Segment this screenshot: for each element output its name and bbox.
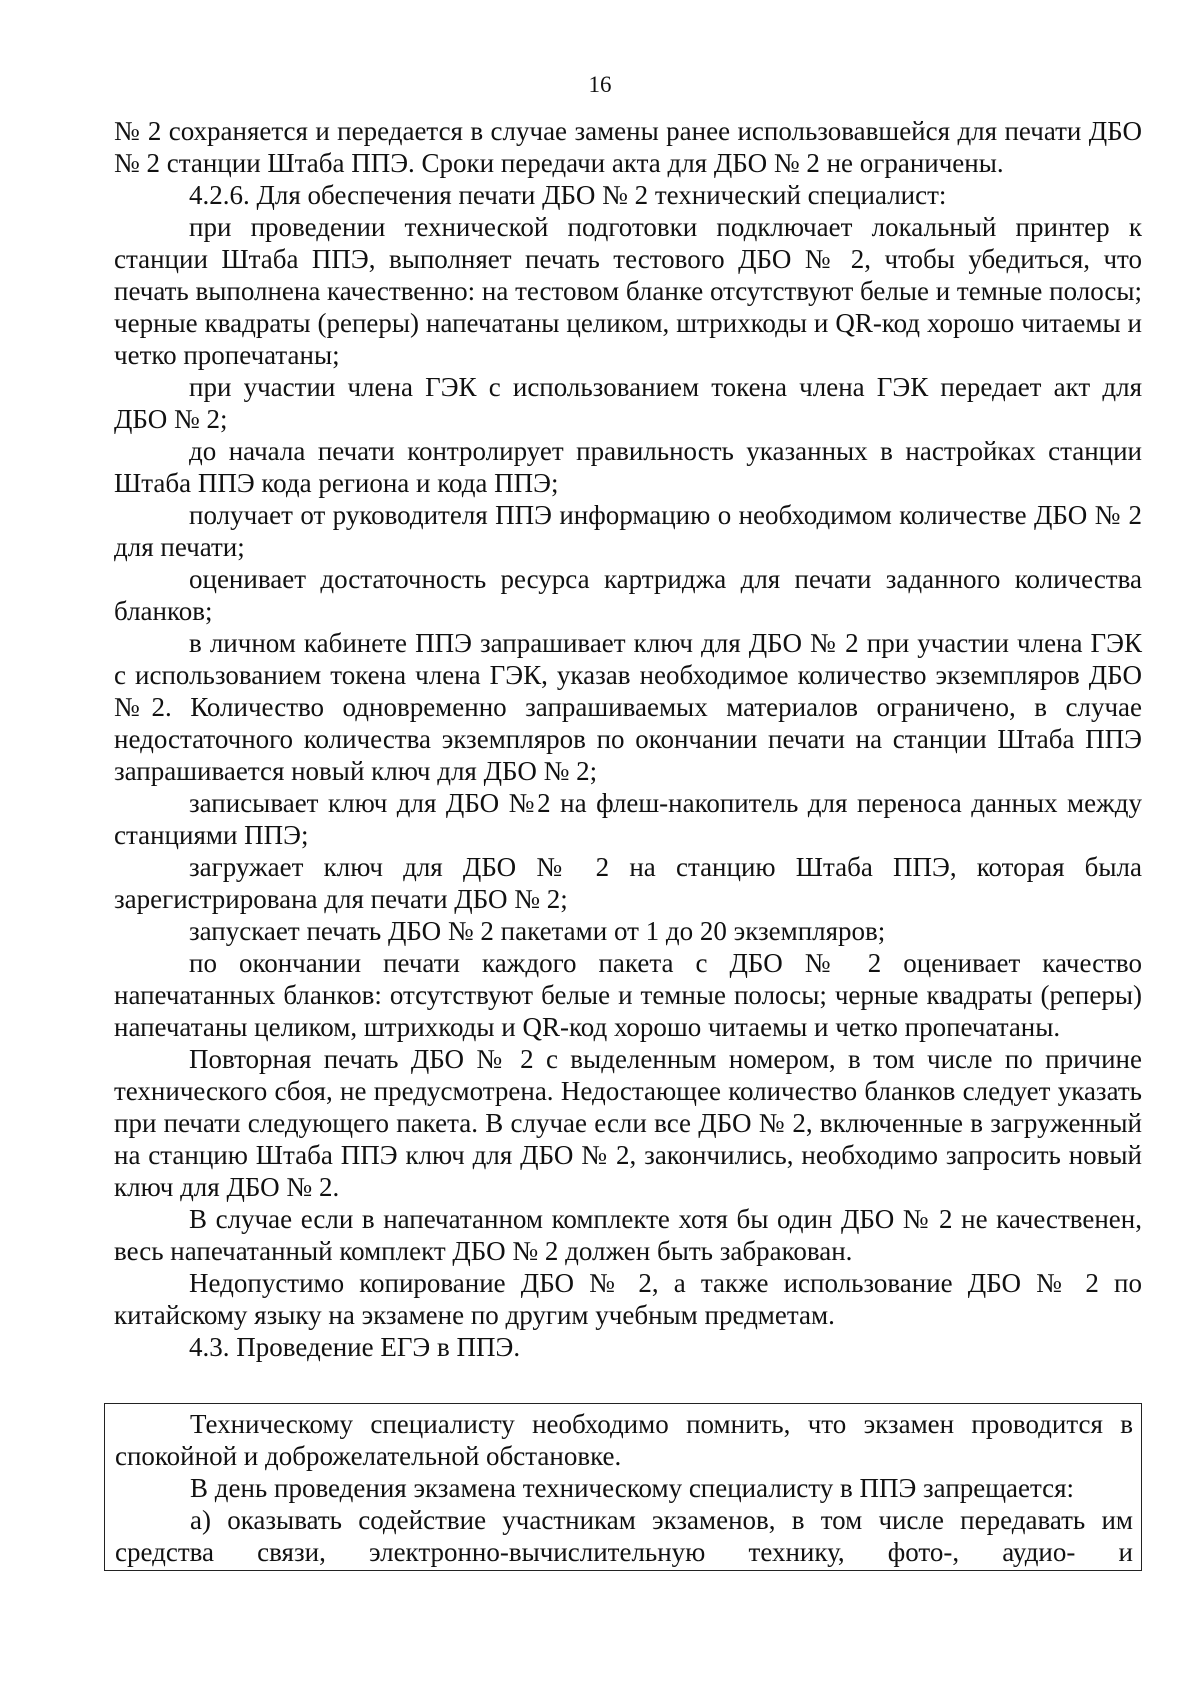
paragraph-continuation: № 2 сохраняется и передается в случае замены ранее использовавшейся для печати ДБО № 2 станции Штаба ППЭ. Сроки передачи акта для ДБО № 2 не ограничены.: [114, 116, 1142, 178]
list-item-write-key: записывает ключ для ДБО №2 на флеш-накопитель для переноса данных между станциями ППЭ;: [114, 788, 1142, 850]
section-heading-4-3: 4.3. Проведение ЕГЭ в ППЭ.: [189, 1332, 521, 1362]
paragraph-rejection: В случае если в напечатанном комплекте хотя бы один ДБО № 2 не качественен, весь напечатанный комплект ДБО № 2 должен быть забракован.: [114, 1204, 1142, 1266]
boxed-list-item-a: а) оказывать содействие участникам экзаменов, в том числе передавать им средства связи, электронно-вычислительную технику, фото-, аудио- и: [115, 1505, 1133, 1567]
list-item-load-key: загружает ключ для ДБО № 2 на станцию Штаба ППЭ, которая была зарегистрирована для печати ДБО № 2;: [114, 852, 1142, 914]
list-item-transfer-act: при участии члена ГЭК с использованием токена члена ГЭК передает акт для ДБО № 2;: [114, 372, 1142, 434]
paragraph-reprint: Повторная печать ДБО № 2 с выделенным номером, в том числе по причине технического сбоя, не предусмотрена. Недостающее количество бланков следует указать при печати следующего пакета. В случае если все ДБО № 2, включенные в загруженный на станцию Штаба ППЭ ключ для ДБО № 2, закончились, необходимо запросить новый ключ для ДБО № 2.: [114, 1044, 1142, 1202]
paragraph-copy-prohibited: Недопустимо копирование ДБО № 2, а также использование ДБО № 2 по китайскому языку на экзамене по другим учебным предметам.: [114, 1268, 1142, 1330]
list-item-check-settings: до начала печати контролирует правильность указанных в настройках станции Штаба ППЭ кода региона и кода ППЭ;: [114, 436, 1142, 498]
boxed-paragraph-calm: Техническому специалисту необходимо помнить, что экзамен проводится в спокойной и доброжелательной обстановке.: [115, 1409, 1133, 1471]
list-item-receive-quantity: получает от руководителя ППЭ информацию о необходимом количестве ДБО № 2 для печати;: [114, 500, 1142, 562]
boxed-paragraph-prohibited: В день проведения экзамена техническому специалисту в ППЭ запрещается:: [190, 1473, 1075, 1503]
list-item-cartridge-check: оценивает достаточность ресурса картриджа для печати заданного количества бланков;: [114, 564, 1142, 626]
page-number: 16: [588, 72, 612, 97]
document-body: [114, 115, 1142, 1363]
list-item-request-key: в личном кабинете ППЭ запрашивает ключ для ДБО № 2 при участии члена ГЭК с использованием токена члена ГЭК, указав необходимое количество экземпляров ДБО №2. Количество одновременно запрашиваемых материалов ограничено, в случае недостаточного количества экземпляров по окончании печати на станции Штаба ППЭ запрашивается новый ключ для ДБО № 2;: [114, 628, 1142, 786]
list-item-technical-preparation: при проведении технической подготовки подключает локальный принтер к станции Штаба ППЭ, выполняет печать тестового ДБО № 2, чтобы убедиться, что печать выполнена качественно: на тестовом бланке отсутствуют белые и темные полосы; черные квадраты (реперы) напечатаны целиком, штрихкоды и QR-код хорошо читаемы и четко пропечатаны;: [114, 212, 1142, 370]
boxed-notice: [104, 1403, 1142, 1571]
section-heading-4-2-6: 4.2.6. Для обеспечения печати ДБО № 2 технический специалист:: [189, 180, 947, 210]
list-item-quality-check: по окончании печати каждого пакета с ДБО № 2 оценивает качество напечатанных бланков: отсутствуют белые и темные полосы; черные квадраты (реперы) напечатаны целиком, штрихкоды и QR-код хорошо читаемы и четко пропечатаны.: [114, 948, 1142, 1042]
list-item-start-printing: запускает печать ДБО № 2 пакетами от 1 до 20 экземпляров;: [189, 916, 886, 946]
